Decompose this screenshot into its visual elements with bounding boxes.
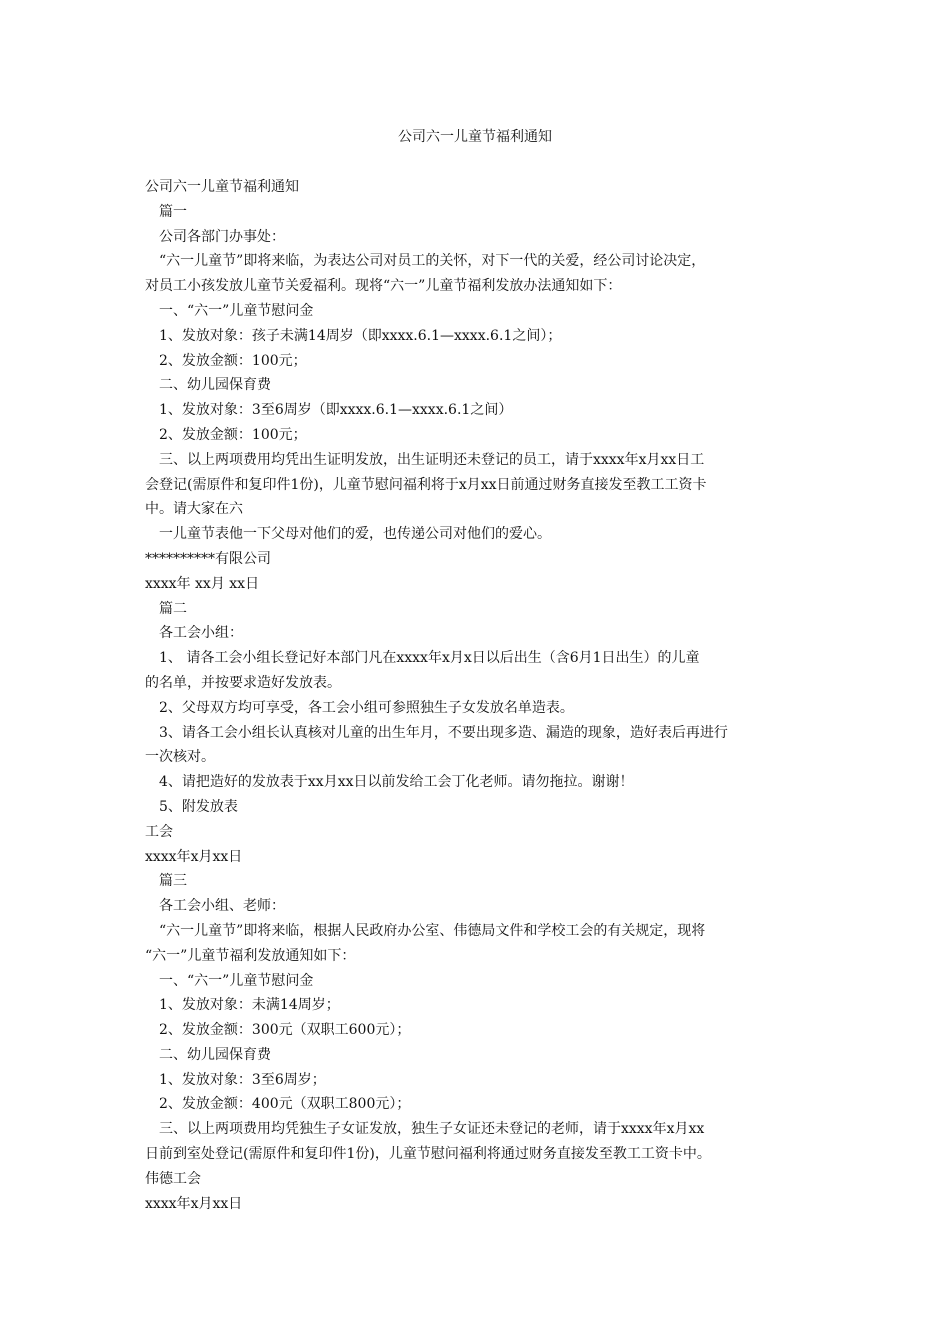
section-label-1: 篇一 (159, 203, 187, 220)
list-item: 1、发放对象：3至6周岁（即xxxx.6.1—xxxx.6.1之间） (159, 402, 513, 419)
list-item: 4、请把造好的发放表于xx月xx日以前发给工会丁化老师。请勿拖拉。谢谢！ (159, 774, 634, 791)
doc-heading: 公司六一儿童节福利通知 (145, 179, 299, 195)
signature-org: 伟德工会 (145, 1170, 201, 1187)
signature-org: 工会 (145, 823, 173, 840)
section-label-2: 篇二 (159, 600, 187, 617)
page-title: 公司六一儿童节福利通知 (398, 129, 552, 145)
salutation: 各工会小组： (159, 625, 243, 642)
paragraph-line: 日前到室处登记(需原件和复印件1份)，儿童节慰问福利将通过财务直接发至教工工资卡中。 (145, 1146, 711, 1163)
paragraph-line: 会登记(需原件和复印件1份)，儿童节慰问福利将于x月xx日前通过财务直接发至教工工资卡 (145, 476, 707, 493)
paragraph-line: 三、以上两项费用均凭独生子女证发放，独生子女证还未登记的老师，请于xxxx年x月xx (159, 1121, 705, 1138)
list-item: 1、发放对象：3至6周岁； (159, 1071, 326, 1088)
signature-company: **********有限公司 (145, 550, 271, 567)
paragraph-line: “六一”儿童节福利发放通知如下： (145, 947, 356, 964)
list-item: 1、发放对象：孩子未满14周岁（即xxxx.6.1—xxxx.6.1之间）； (159, 327, 562, 344)
paragraph-line: 的名单，并按要求造好发放表。 (145, 674, 341, 691)
list-item: 2、发放金额：300元（双职工600元）； (159, 1022, 411, 1039)
salutation: 公司各部门办事处： (159, 228, 285, 245)
paragraph-line: 对员工小孩发放儿童节关爱福利。现将“六一”儿童节福利发放办法通知如下： (145, 278, 622, 295)
list-item: 2、发放金额：100元； (159, 426, 307, 443)
section-label-3: 篇三 (159, 873, 187, 890)
paragraph-line: “六一儿童节”即将来临，根据人民政府办公室、伟德局文件和学校工会的有关规定，现将 (159, 922, 706, 939)
paragraph-line: 一儿童节表他一下父母对他们的爱，也传递公司对他们的爱心。 (159, 526, 551, 543)
paragraph-line: 一次核对。 (145, 749, 215, 766)
signature-date: xxxx年x月xx日 (145, 1195, 243, 1212)
list-item: 3、请各工会小组长认真核对儿童的出生年月，不要出现多造、漏造的现象，造好表后再进行 (159, 724, 728, 741)
salutation: 各工会小组、老师： (159, 898, 285, 915)
item-heading: 一、“六一”儿童节慰问金 (159, 972, 314, 989)
signature-date: xxxx年x月xx日 (145, 848, 243, 865)
list-item: 1、发放对象：未满14周岁； (159, 997, 340, 1014)
item-heading: 一、“六一”儿童节慰问金 (159, 302, 314, 319)
item-heading: 二、幼儿园保育费 (159, 1046, 271, 1063)
document-body (145, 175, 810, 1216)
list-item: 2、父母双方均可享受，各工会小组可参照独生子女发放名单造表。 (159, 699, 574, 716)
paragraph-line: “六一儿童节”即将来临，为表达公司对员工的关怀，对下一代的关爱，经公司讨论决定， (159, 253, 706, 270)
list-item: 5、附发放表 (159, 798, 238, 815)
list-item: 2、发放金额：100元； (159, 352, 307, 369)
paragraph-line: 三、以上两项费用均凭出生证明发放，出生证明还未登记的员工，请于xxxx年x月xx日工 (159, 451, 705, 468)
paragraph-line: 中。请大家在六 (145, 501, 243, 518)
list-item: 2、发放金额：400元（双职工800元）； (159, 1096, 411, 1113)
item-heading: 二、幼儿园保育费 (159, 377, 271, 394)
list-item: 1、 请各工会小组长登记好本部门凡在xxxx年x月x日以后出生（含6月1日出生）的儿童 (159, 650, 700, 667)
signature-date: xxxx年 xx月 xx日 (145, 575, 260, 592)
